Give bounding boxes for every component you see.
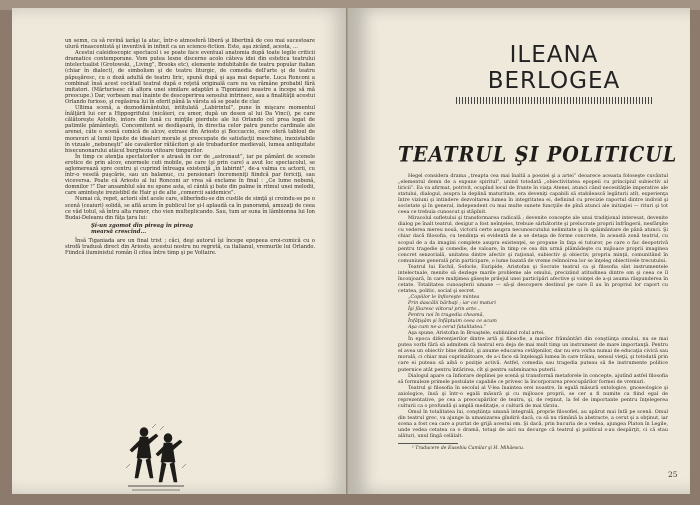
footnote: ¹ Traducere de Eusebiu Camilar şi H. Mihăescu. <box>412 446 525 452</box>
right-paragraph: Dialogul apare ca înfiorare deplinei pe scenă şi transformă metaforele în concepte, ajutînd astfel filosofia să formuleze primele postulate capabile ce privesc la încorporarea preocupărilor formei de vremuri. <box>398 372 668 385</box>
theatre-illustration <box>126 424 186 492</box>
right-paragraph: Aşa spune, Aristofan în Broaştele, subliniind rolul artei. <box>408 330 545 337</box>
verse-line: Pentru noi în tragedia cheamă, <box>408 312 485 319</box>
poem-quote <box>91 223 315 236</box>
author-first-name: ILEANA <box>509 42 599 68</box>
left-paragraph: un semn, ca să revină iarăşi la atac, într-o atmosferă liberă şi libertină de ceo mai sucestoare ulurâ rinascentistă şi inventivă în infinit ca un science-fiction. Este, aşa zicând, acesta, ... <box>65 38 315 51</box>
verse-line: Prin dascălii bărbaţi ; iar cei maturi <box>408 299 496 306</box>
verse-line: Înfăţişăm şi înfăptuim ceea ce acum <box>408 318 497 325</box>
page-number: 25 <box>668 470 678 479</box>
author-heading <box>434 40 674 104</box>
right-paragraph: În epoca diferenţierilor dintre artă şi filosofie, a marilor frământări din conştiinţa omului, nu se mai putea vorbi fără să admitem că teatrul era deja de mai mult timp un instrument de mare importanţă. Pentru el avea un obiectiv bine definit, şi anume educarea cetăţenilor, dar nu era vorba numai de educaţia civică sau morală, ci chiar mai cuprinzătoare, de a-i face să înţeleagă lumea în care trăiau, sensul vieţii, şi totodată prin care ei puteau să aibă o poziţie activă. Astfel, comedia sau tragedia puteau să fie instrumente politice puternice atât pentru întărirea, cît şi pentru subminarea puterii. <box>398 336 668 373</box>
right-paragraph: Miracolul sufletului şi transformarea radicală ; devenite concepte ale unui tradiţional interesat, devenite dialog pe înalt teatrul, desigur a fost neînţeles, trebuie sărbătorite şi prelucrate proprii înfrîngerii, nesfârşite cu vederea mereu nouă, victorii certe asupra necunoscutului nelimitate şi în spăimântare de până atunci. Şi chiar dacă filosofia, cu tendinţa ei evidentă de a se detaşa de forme concrete, în această zonă teatrul, cu scopul de a da imagini complete asupra existenţei, se propune în faţa ei tuturor, pe care o fac deopotrivă pentru tragedie şi comedie, de valoare, în timp ce cea din urmă plămădeşte cu mijloace proprii imaginea concret senzorială, unitatea dintre afectiv şi raţional, subiectiv şi obiectiv, propriu minţii, comunitând în comuniune generală prin participare, o lume bazată de vreme reînnoirea lor se înţeleg obiectivele trecutului. <box>398 215 668 264</box>
right-paragraph: Omul în totalitatea lui, conştiinţa umană integrală, proprie filosofiei, au apărut mai întîi pe scenă. Omul din teatrul grec, va ajunge la umanizarea gîndirii dacă, ca să nu rămână la abstracte, a cerut şi a obţinut, iar scena a fost cea care a purtat de grijă acestui om. Şi dacă, prin bucuria de a vedea, ajungea Platon în Legile, unde vedea cetatea ca o dramă, totuşi de aici nu decurge că teatrul şi politicul s-au despărţit, ci că stau alături, unul lîngă celălalt. <box>398 408 668 440</box>
verse-line: Îşi făuresc viitorul prin arte... <box>408 306 481 313</box>
left-page-text <box>65 38 315 256</box>
article-title: TEATRUL ŞI POLITICUL <box>398 142 678 168</box>
verse-line: „Copiilor le înfloreşte mintea <box>408 293 480 300</box>
footnote-rule <box>398 443 458 444</box>
left-paragraph: Însă Tiganiada are un final trist ; căci, deşi autorul îşi începe epopeea eroi-comică cu o strofă tradusă direct din Ariosto, acestui nostru nu regretă, ca italianul, vremurile lui Orlando. Fiindcă iluministul român îl citea între timp şi pe Voltaire. <box>65 237 315 256</box>
right-paragraph: Teatrul şi filosofia în secolul al V-lea înaintea erei noastre, în egală măsură ontologice, gnoseologice şi axiologice, însă şi într-o egală măsură şi cu mijloace proprii, se cer a fi numite ca fiind egal de reprezentative, pe cea a preocupărilor de teatru, şi, de reţinut, la fel de importante pentru înţelegerea culturii ca o profundă şi amplă meditaţie, o cultură de mai târziu. <box>398 384 668 409</box>
author-rule <box>456 97 652 104</box>
left-paragraph: Numai că, repet, actorii sînt acele care, eliberîndu-se din custile de simţă şi croindu-se pe o scenă (ceaiuri) solidă, se află acum în publicul lor şi-l aplaudă ca în panoramă, amuzaţi de ceea ce văd totul, să întru alta rumor, cho vien multeplicando. Sau, tum ar suna în lâmbionna lui Ion Budai-Deleanu din fâţa ţara lui: <box>65 196 315 221</box>
author-last-name: BERLOGEA <box>487 68 621 94</box>
left-paragraph: Acestui caleidoscopic spectacol i se poate face eventual anatomia după toate legile criticii dramatice contemporane. Vom putea lesne discerne acolo câteva idei din estetica teatrului intelectualist (Grotowski, „Living”, Brooks etc), elemente indubitabile de teatru popular italian (chiar în dialect), de simbolism şi de teatru liturgic, de comedia dell'arte şi de teatru păpuşăresc, cu o doză adultă de teatru liric, spună după şi aşa mai departe. Luca Ronconi a combinat însă acest cocktail teatral după o reţetă originală care nu va rămâne probabil fără imitatori. (Mărturisesc că altora unei similare adaptări a Tigonianei noastre a începe să mă preocupe.) Dar, vorbeam mai înainte de descoperirea sensului intrinsec, sau a finalităţii acestui Orlando furioso, şi regăsirea lui în oferit până la vârsta să se poate de clar. <box>65 50 315 105</box>
verse-line: Aşa cum ne-a cerut fatalitatea.” <box>408 324 487 331</box>
left-paragraph: Ultima scenă, a deznodământului, intitulată „Labirintul”, pune în mişcare momentul înălţării lui cer a Hippogrifului (nicăieri, cu umor, după un desen al lui Da Vinci), pe care călătoreşte Astolfo, intors din lună cu minţile pierdute ale lui Orlando cel prea legat de patimile pământeşti. Concomitent se desfăşoară, în directia celor patru puncte cardinale ale arenei, câte o scenă comică de alcov, extrase din Ariosto şi Boccaccio, care oferă tabloul de moravuri al lumii lipsite de idealuri morale şi preocupate de satisfacţii meschine, inexistabile în vizuale „nebuneşti” ale cavalerilor rătăcitori şi ale trubadurilor medievali, lumea antiquitate bisecunonarului atâcul burghezia viitoare timpurilor. <box>65 105 315 154</box>
poem-line: mearsă crescînd... <box>91 229 147 236</box>
left-paragraph: În timp ce atenţia spectatorilor e atrasă în cer de „astronaut”, iar pe pământ de scenele erotice de prin alcov, enormele cuti mobile, pe care (şi prin care) a avut loc spectacolul, se aglomerează spre centru şi cuprind întreaga existenţă „în labirint”, de-a valma cu actorii, cu într-o veselă puşcărie, sau un balamuc, cu pensionari încremeniţi fiindcă par fericiţi, sau viceversa. Poate că Ariosto al lui Ronconi ar vrea să exclame în final : „Ce lume nebună, domnilor !” Dar ansamblul său nu spune asta, el cântă şi bate din palme în ritmul unei melodii, care aminteşte irezistibil de Hair şi de alte „comercii saidemice”. <box>65 153 315 197</box>
poem-line: Şi-un zgomot din pireag în pireag <box>91 222 194 229</box>
right-page-text <box>398 173 668 452</box>
right-paragraph: Teatrul lui Eschil, Sofocle, Euripide, Aristofan şi Socrate teatrul ca şi filosofia sînt instrumentele intelectuale, menite să dezlege marile probleme ale omului, precizând atitudinea dintre om şi ceea ce îl înconjoară, în care mulţimea găseşte prilejul unei participări afective şi voinţei de a-şi asuma răspunderea în cetate. Totalitatea cunoaşterii umane — să-şi descopere destinul pe care îl au în propriul lor raport cu cetatea, politic, social şi secret. <box>398 263 668 294</box>
right-paragraph: Hegel considera drama „treapta cea mai înaltă a poeziei şi a artei” deoarece aceasta foloseşte cuvântul „elementul demn de a expune spiritul”, unind totodată „obiectivitatea epopeii cu principiul subiectiv al liricii”. Ea va afirmat, potrivit, ocupînd locul de frunte în viaţa Atenei, atunci când necesităţile imperative ale statului, dialogul, asupra la deplină maturitate, era deveniţi capabili să stabilească legăturii atît, experienţa între viziuni şi intindere dezvoltarea lumea în integritatea ei, definind cu precizie raportul dintre individ şi societate şi în general, independent cu mai multe sunete funcţiile de pînă atunci ale initiaţiei — rituri şi tot ceea ce trebuia cunoscut şi stăpînit. <box>398 173 668 216</box>
